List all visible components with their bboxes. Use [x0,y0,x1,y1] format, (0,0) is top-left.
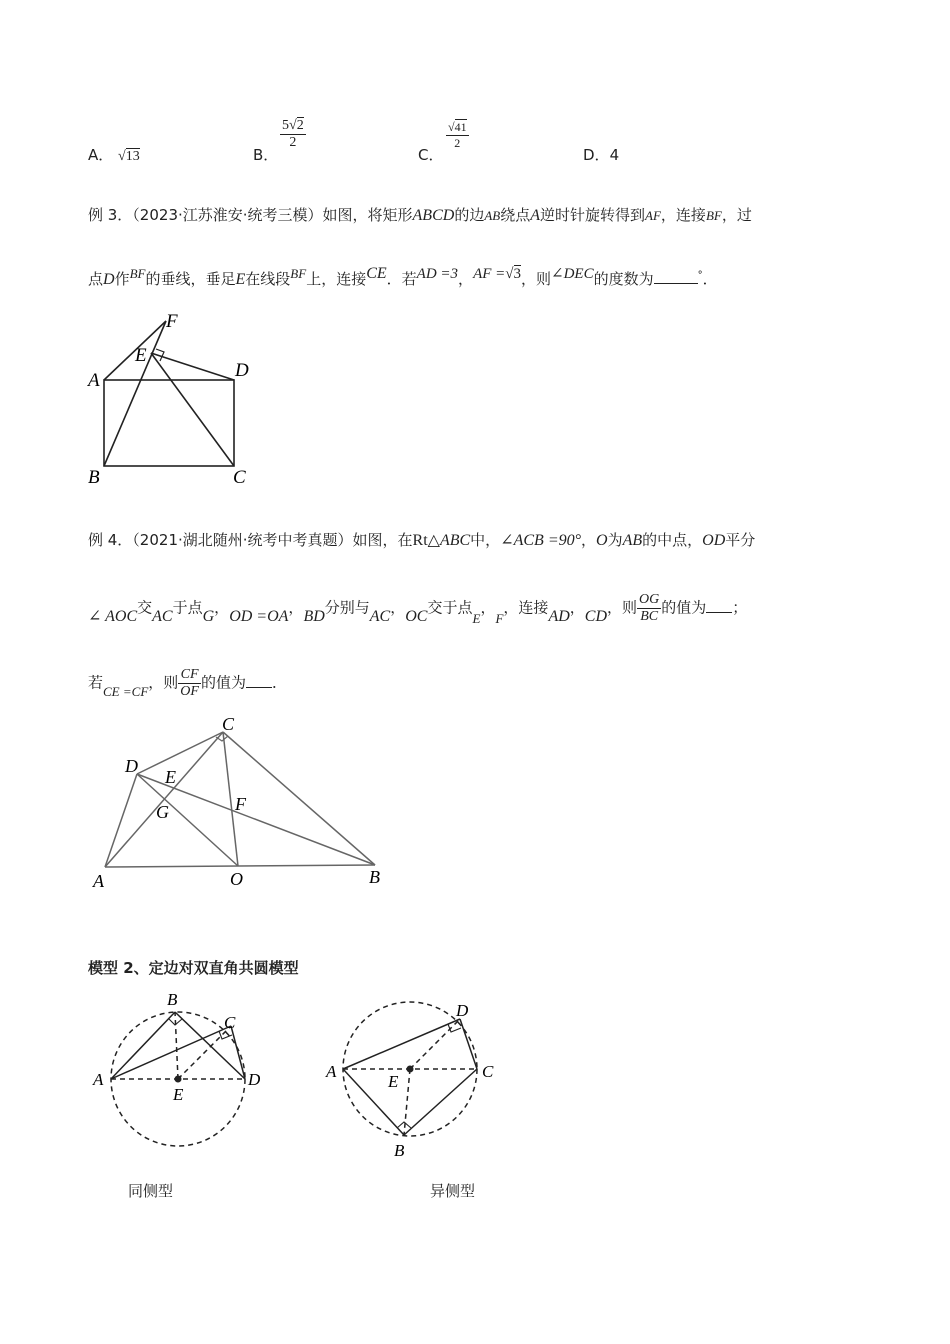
text: 逆时针旋转得到 [540,206,646,224]
label-b: B [369,867,380,887]
text: 于点 [172,598,203,617]
text: ．若 [386,270,417,288]
segment-ce [151,353,234,466]
segment-db [137,774,375,865]
triangle-abc: ABC [439,532,471,549]
segment-ac: AC [369,607,391,625]
answer-blank[interactable] [654,269,698,284]
segment-bc [404,1069,477,1135]
point-e: E [235,271,246,288]
rectangle-abcd [104,380,234,466]
text: 分别与 [324,598,370,617]
segment-bf: BF [705,208,722,223]
point-g: G [202,607,215,625]
ce-cf-equation: CE =CF [103,683,149,699]
degree-sign: ° [697,270,703,281]
point-e: E [472,610,481,626]
example4-figure [85,712,395,897]
option-c-denominator: 2 [446,135,469,151]
fraction-denominator: OF [180,684,199,699]
fraction-denominator: BC [637,608,661,625]
text: ， [390,598,406,617]
option-c-numerator: √41 [448,120,467,134]
fraction-numerator: CF [180,667,199,682]
segment-de [151,353,234,380]
text: 绕点 [500,206,531,224]
text: 交于点 [427,598,473,617]
option-b-denominator: 2 [280,134,306,151]
model2-left-caption: 同侧型 [128,1182,174,1200]
label-b: B [167,990,178,1009]
segment-eb [175,1012,178,1079]
segment-ce: CE [366,265,387,282]
label-c: C [233,467,246,488]
segment-dc [460,1019,477,1069]
text: ； [732,598,748,617]
segment-ac [111,1026,231,1079]
angle-dec: ∠DEC [551,266,594,282]
text: 的中点， [642,531,703,549]
segment-bf: BF [129,266,146,281]
example4-line2 [88,592,747,625]
example3-figure [80,305,270,495]
segment-ab [105,865,375,867]
answer-blank-2[interactable] [246,673,272,688]
text: 的值为 [661,598,707,617]
segment-ed [410,1019,460,1069]
label-c: C [222,714,235,734]
option-b-numerator: 5√2 [282,118,304,133]
text: 平分 [725,531,756,549]
label-a: A [88,370,100,391]
point-f: F [495,610,504,626]
segment-cd: CD [584,607,608,625]
rect-abcd: ABCD [412,207,455,224]
text: 若 [88,673,104,692]
model2-right-caption: 异侧型 [430,1182,476,1200]
label-d: D [456,1001,469,1020]
text: ，连接 [660,206,706,224]
segment-ad [343,1019,460,1069]
center-dot [407,1066,414,1073]
segment-cd [231,1026,245,1079]
text: ，连接 [503,598,549,617]
example4-line1 [88,529,755,550]
label-o: O [230,869,243,889]
angle-acb: ∠ACB =90° [500,532,582,549]
text: ， [581,531,597,549]
model2-left-figure [85,985,275,1170]
label-b: B [394,1141,405,1160]
text: 为 [607,531,623,549]
point-a: A [530,207,541,224]
text: ， [458,270,474,288]
fraction-cf-of [178,667,201,700]
text: ，则 [521,270,552,288]
segment-dc [137,732,223,774]
option-b-label: B． [253,146,279,164]
example3-line2 [88,264,718,289]
option-a [88,144,140,165]
segment-oc: OC [405,607,428,625]
rt-triangle: Rt△ [412,532,440,549]
text: ， [214,598,230,617]
text: ，则 [607,598,638,617]
text: 的值为 [200,673,246,692]
text: ， [288,598,304,617]
label-a: A [93,1070,104,1089]
option-d-value: 4 [609,146,620,164]
label-d: D [235,360,249,381]
right-angle-mark [216,736,228,741]
segment-bf [104,321,166,466]
text: 交 [137,598,153,617]
segment-do [137,774,238,866]
label-c: C [482,1062,494,1081]
label-a: A [93,871,104,891]
example4-prefix: 例 4．（2021·湖北随州·统考中考真题）如图，在 [88,531,413,549]
angle-aoc: ∠ AOC [88,607,138,625]
text: ， [569,598,585,617]
label-a: A [326,1062,337,1081]
label-e: E [388,1072,399,1091]
label-d: D [248,1070,261,1089]
option-d-label: D． [583,146,610,164]
point-o: O [596,532,608,549]
segment-ac: AC [152,607,173,625]
segment-bd: BD [303,607,325,625]
text: ， [480,598,496,617]
fraction-og-bc [637,592,661,625]
option-c-label: C． [418,146,444,164]
text: ，过 [721,206,752,224]
ad-equation: AD =3 [416,266,459,282]
segment-ad: AD [548,607,570,625]
option-b-fraction [280,118,306,151]
text: 作 [114,270,130,288]
option-d [583,144,619,165]
label-e: E [165,767,176,787]
segment-da [105,774,137,867]
od-equation: OD =OA [229,607,289,625]
option-a-value: √13 [118,149,140,164]
segment-od: OD [702,532,726,549]
text: ． [271,673,287,692]
fraction-numerator: OG [639,592,660,607]
segment-af: AF [645,208,661,223]
side-ab: AB [484,208,501,223]
option-c-fraction [446,120,469,151]
label-c: C [224,1013,236,1032]
right-angle-mark-d [448,1024,461,1032]
label-b: B [88,467,100,488]
option-a-label: A． [88,146,114,164]
model2-right-figure [322,992,507,1162]
center-dot [175,1076,182,1083]
example4-line3 [88,667,287,700]
af-equation: AF =√3 [473,266,521,282]
text: ． [702,270,718,288]
text: 上，连接 [306,270,367,288]
example3-prefix: 例 3．（2023·江苏淮安·统考三模）如图，将矩形 [88,206,413,224]
text: 的垂线，垂足 [145,270,236,288]
text: ，则 [148,673,179,692]
segment-ab: AB [622,532,643,549]
text: 的边 [454,206,485,224]
segment-ec [178,1026,231,1079]
text: 在线段 [245,270,291,288]
label-g: G [156,802,169,822]
answer-blank-1[interactable] [706,598,732,613]
text: 的度数为 [593,270,654,288]
model2-title: 模型 2、定边对双直角共圆模型 [88,959,299,977]
label-e: E [135,345,147,366]
point-d: D [103,271,115,288]
text: 中， [470,531,501,549]
segment-bf: BF [290,266,307,281]
example3-line1 [88,204,752,225]
text: 点 [88,270,104,288]
label-f: F [235,794,246,814]
label-f: F [166,311,178,332]
label-d: D [125,756,138,776]
label-e: E [173,1085,184,1104]
